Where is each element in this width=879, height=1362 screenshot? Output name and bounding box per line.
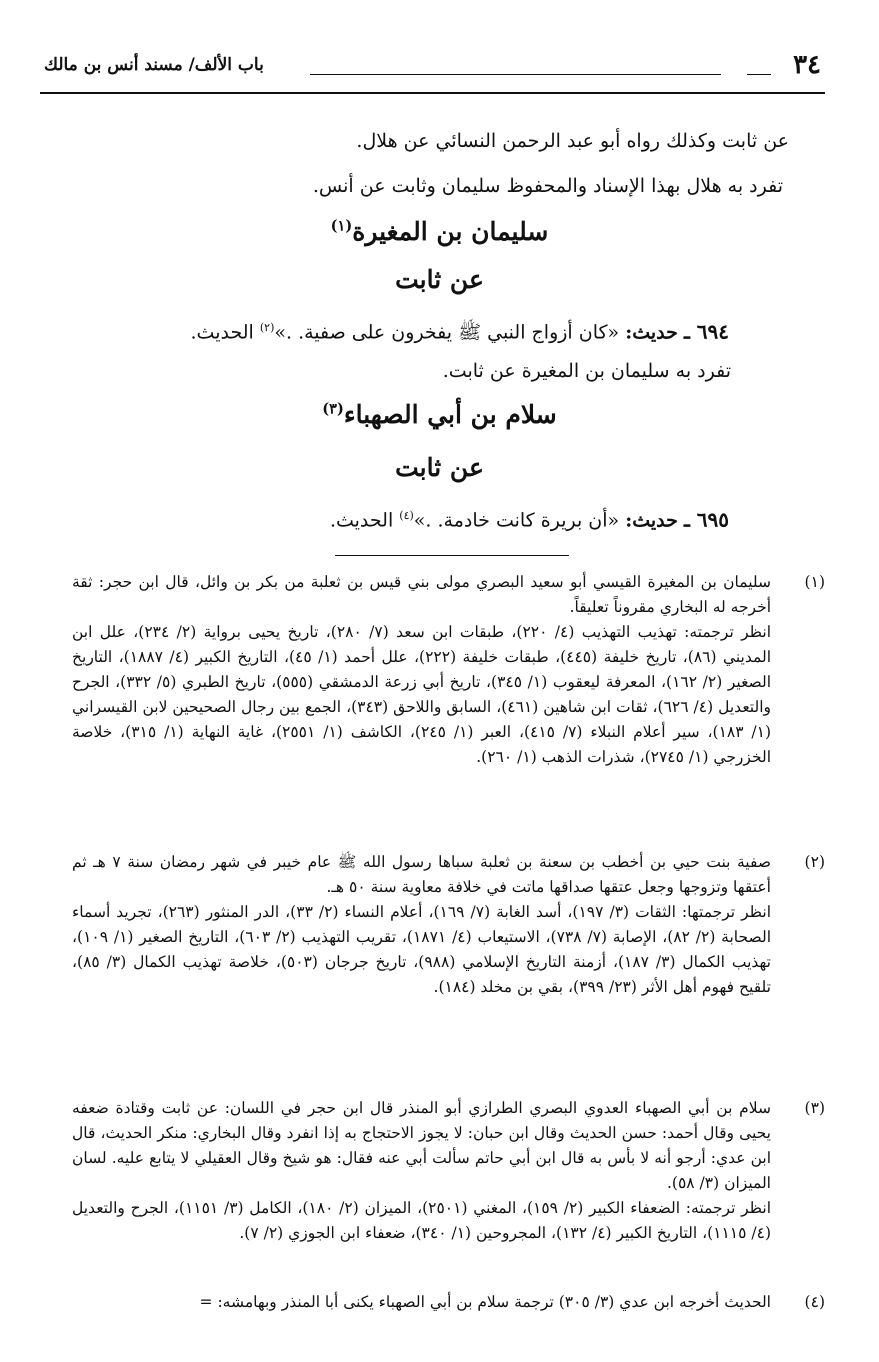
footnote-paragraph: انظر ترجمته: تهذيب التهذيب (٤/ ٢٢٠)، طبقات ابن سعد (٧/ ٢٨٠)، تاريخ يحيى برواية (٢/ ٢٣٤)، علل ابن المديني (٨٦)، تاريخ خليفة (٤٤٥)، طبقات خليفة (٢٢٢)، علل أحمد (١/ ٤٥)، التاريخ الكبير (٤/ ١٨٨٧)، التاريخ الصغير (٢/ ١٦٢)، المعرفة ليعقوب (١/ ٣٤٥)، تاريخ أبي زرعة الدمشقي (٥٥٥)، تاريخ الطبري (٥/ ٣٣٢)، الجرح والتعديل (٤/ ٦٢٦)، ثقات ابن شاهين (٤٦١)، السابق واللاحق (٣٤٣)، الجمع بين رجال الصحيحين لابن القيسراني (١/ ١٨٣)، سير أعلام النبلاء (٧/ ٤١٥)، العبر (١/ ٢٤٥)، الكاشف (١/ ٢٥٥١)، غاية النهاية (١/ ٣١٥)، خلاصة الخزرجي (١/ ٢٧٤٥)، شذرات الذهب (١/ ٢٦٠).: [72, 623, 772, 766]
tafarrud-694: تفرد به سليمان بن المغيرة عن ثابت.: [442, 360, 731, 382]
header-rule: [40, 92, 825, 94]
footnote-marker: (٣): [804, 1099, 825, 1117]
footnote-paragraph: سليمان بن المغيرة القيسي أبو سعيد البصري مولى بني قيس بن ثعلبة من بكر بن وائل، قال ابن حجر: ثقة أخرجه له البخاري مقروناً تعليقاً.: [72, 573, 771, 616]
footnote-paragraph: صفية بنت حيي بن أخطب بن سعنة بن ثعلبة سباها رسول الله ﷺ عام خيبر في شهر رمضان سنة ٧ هـ ثم أعتقها وتزوجها وجعل عتقها صداقها ماتت في خلافة معاوية سنة ٥٠ هـ.: [72, 853, 771, 896]
header-dash-long: [310, 74, 721, 75]
footnote-marker: (١): [804, 573, 825, 591]
footnote-ref-2: (٢): [259, 321, 275, 334]
running-header: [40, 48, 825, 86]
narrator-heading-2: [60, 395, 819, 435]
hadith-694: [40, 312, 729, 348]
footnote-marker: (٤): [804, 1293, 825, 1311]
footnote-paragraph: انظر ترجمتها: الثقات (٣/ ١٩٧)، أسد الغابة (٧/ ١٦٩)، أعلام النساء (٢/ ٣٣)، الدر المنثور (٢٦٣)، تجريد أسماء الصحابة (٢/ ٨٢)، الإصابة (٧/ ٧٣٨)، الاستيعاب (٤/ ١٨٧١)، تقريب التهذيب (٢/ ٦٠٣)، التاريخ الصغير (١/ ١٠٩)، تهذيب الكمال (٣/ ١٨٧)، أزمنة التاريخ الإسلامي (٩٨٨)، تاريخ جرجان (٥٠٣)، خلاصة تهذيب الكمال (٣/ ٨٥)، تلقيح فهوم أهل الأثر (٢٣/ ٣٩٩)، بقي بن مخلد (١٨٤).: [72, 903, 772, 996]
hadith-tail: الحديث.: [190, 321, 254, 344]
narrator-name-2: سلام بن أبي الصهباء: [343, 400, 557, 429]
footnote-3: [72, 1096, 823, 1246]
narrator-heading-1: [60, 212, 819, 252]
hadith-keyword: حديث:: [625, 321, 678, 344]
footnote-paragraph: الحديث أخرجه ابن عدي (٣/ ٣٠٥) ترجمة سلام بن أبي الصهباء يكنى أبا المنذر وبهامشه: =: [199, 1293, 771, 1311]
page-number: ٣٤: [793, 50, 821, 80]
hadith-keyword: حديث:: [625, 509, 678, 532]
hadith-text: «أن بريرة كانت خادمة. .»: [413, 509, 620, 532]
hadith-695: [40, 500, 729, 536]
narrator-subheading-2: عن ثابت: [395, 453, 484, 482]
footnote-paragraph: انظر ترجمته: الضعفاء الكبير (٢/ ١٥٩)، المغني (٢٥٠١)، الميزان (٢/ ١٨٠)، الكامل (٣/ ١١٥١)، الجرح والتعديل (٤/ ١١١٥)، التاريخ الكبير (٤/ ١٣٢)، المجروحين (١/ ٣٤٠)، ضعفاء ابن الجوزي (٢/ ٧).: [72, 1199, 772, 1242]
footnote-separator: [335, 555, 569, 556]
hadith-number: ٦٩٤ ـ: [683, 319, 729, 344]
hadith-tail: الحديث.: [329, 509, 394, 532]
hadith-text: «كان أزواج النبي ﷺ يفخرون على صفية. .»: [274, 321, 620, 344]
footnote-ref-4: (٤): [399, 509, 414, 522]
narrator-name-1: سليمان بن المغيرة: [352, 217, 549, 246]
footnote-4: [72, 1290, 823, 1315]
narrator-subheading-1: عن ثابت: [395, 265, 484, 294]
footnote-1: [72, 570, 823, 770]
footnote-ref-1: (١): [330, 217, 353, 235]
intro-line-1: عن ثابت وكذلك رواه أبو عبد الرحمن النسائي عن هلال.: [356, 130, 789, 152]
header-dash: [747, 74, 771, 75]
running-title: باب الألف/ مسند أنس بن مالك: [44, 55, 264, 75]
footnote-2: [72, 850, 823, 1000]
hadith-number: ٦٩٥ ـ: [683, 507, 729, 532]
intro-line-2: تفرد به هلال بهذا الإسناد والمحفوظ سليمان وثابت عن أنس.: [312, 175, 783, 197]
footnote-paragraph: سلام بن أبي الصهباء العدوي البصري الطرازي أبو المنذر قال ابن حجر في اللسان: عن ثابت وقتادة ضعفه يحيى وقال أحمد: حسن الحديث وقال ابن حبان: لا يجوز الاحتجاج به إذا انفرد وقال البخاري: منكر الحديث، قال ابن عدي: أرجو أنه لا بأس به قال ابن أبي حاتم سألت أبي عنه فقال: هو شيخ وقال العقيلي لا يتابع عليه. لسان الميزان (٣/ ٥٨).: [72, 1099, 771, 1192]
footnote-marker: (٢): [804, 853, 825, 871]
footnote-ref-3: (٣): [322, 400, 344, 418]
